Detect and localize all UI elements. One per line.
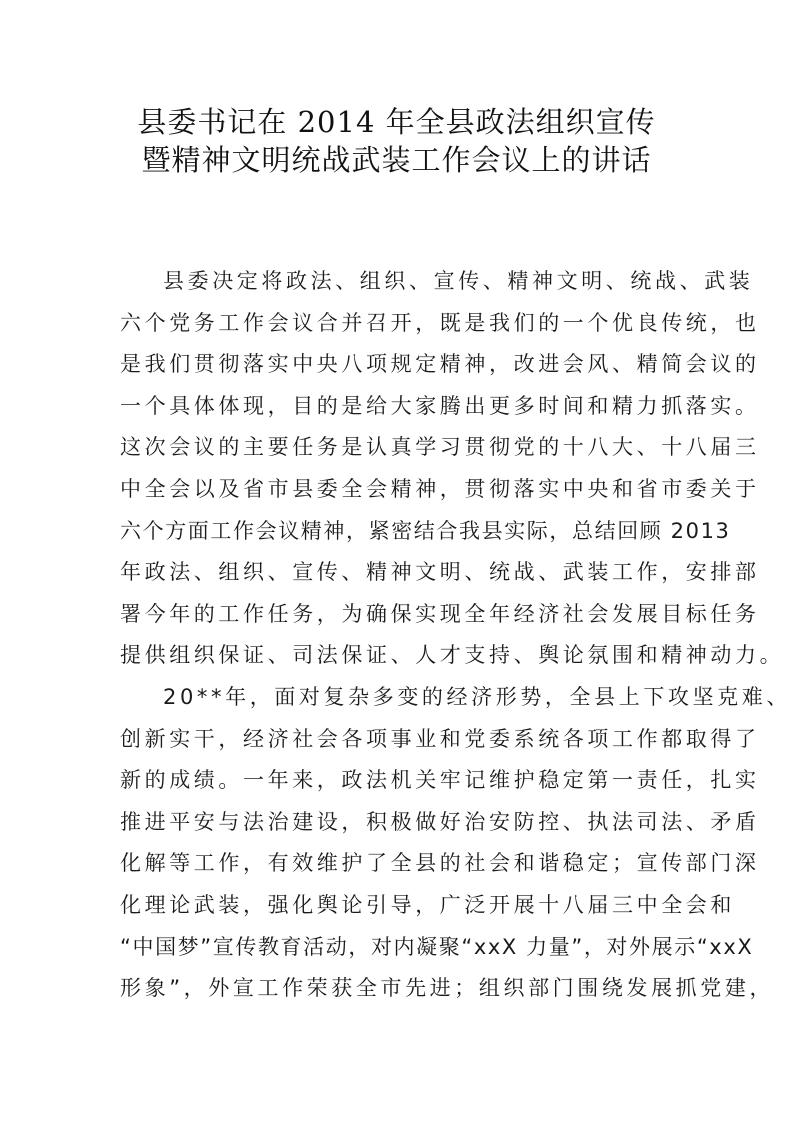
text-line: 六个方面工作会议精神，紧密结合我县实际，总结回顾 2013 xyxy=(120,518,731,543)
text-line: 是我们贯彻落实中央八项规定精神，改进会风、精简会议的 xyxy=(120,352,760,377)
text-line: 化理论武装，强化舆论引导，广泛开展十八届三中全会和 xyxy=(120,892,735,917)
document-title xyxy=(0,103,793,179)
paragraph-1 xyxy=(120,261,785,677)
title-line-1: 县委书记在 2014 年全县政法组织宣传 xyxy=(137,105,656,139)
paragraph-2 xyxy=(120,677,791,1010)
text-line: 署今年的工作任务，为确保实现全年经济社会发展目标任务 xyxy=(120,601,760,626)
text-line: 20**年，面对复杂多变的经济形势，全县上下攻坚克难、 xyxy=(163,684,791,709)
text-line: 一个具体体现，目的是给大家腾出更多时间和精力抓落实。 xyxy=(120,393,760,418)
text-line: 化解等工作，有效维护了全县的社会和谐稳定；宣传部门深 xyxy=(120,851,760,876)
text-line: 创新实干，经济社会各项事业和党委系统各项工作都取得了 xyxy=(120,726,760,751)
document-body xyxy=(120,261,791,1010)
text-line: 推进平安与法治建设，积极做好治安防控、执法司法、矛盾 xyxy=(120,809,760,834)
text-line: 提供组织保证、司法保证、人才支持、舆论氛围和精神动力。 xyxy=(120,643,785,668)
text-line: 年政法、组织、宣传、精神文明、统战、武装工作，安排部 xyxy=(120,560,760,585)
text-line: 形象”，外宣工作荣获全市先进；组织部门围绕发展抓党建， xyxy=(120,976,775,1001)
text-line: 中全会以及省市县委全会精神，贯彻落实中央和省市委关于 xyxy=(120,476,760,501)
text-line: 六个党务工作会议合并召开，既是我们的一个优良传统，也 xyxy=(120,310,760,335)
text-line: 县委决定将政法、组织、宣传、精神文明、统战、武装 xyxy=(163,269,754,293)
title-line-2: 暨精神文明统战武装工作会议上的讲话 xyxy=(141,143,652,177)
text-line: “中国梦”宣传教育活动，对内凝聚“xxX 力量”，对外展示“xxX xyxy=(120,934,754,959)
text-line: 新的成绩。一年来，政法机关牢记维护稳定第一责任，扎实 xyxy=(120,768,760,793)
text-line: 这次会议的主要任务是认真学习贯彻党的十八大、十八届三 xyxy=(120,435,760,460)
